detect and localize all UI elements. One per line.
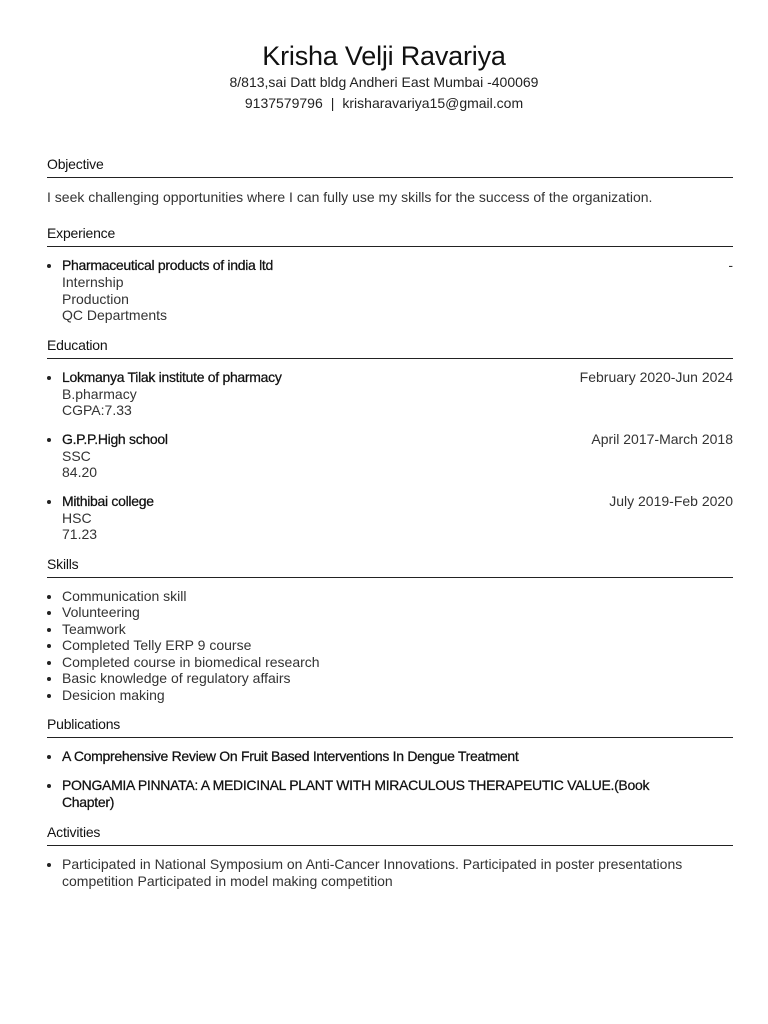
objective-text: I seek challenging opportunities where I can fully use my skills for the success of the organization. — [47, 189, 653, 205]
skill-item: Basic knowledge of regulatory affairs — [47, 670, 733, 687]
skills-list — [47, 588, 733, 704]
section-title-education: Education — [47, 336, 733, 359]
section-title-objective: Objective — [47, 155, 733, 178]
resume-body — [47, 155, 733, 901]
experience-line: QC Departments — [62, 307, 168, 323]
education-degree: SSC — [62, 447, 91, 464]
skill-item: Volunteering — [47, 604, 733, 621]
education-institution: Lokmanya Tilak institute of pharmacy — [62, 368, 282, 385]
skill-item: Completed Telly ERP 9 course — [47, 637, 733, 654]
experience-line: Production — [62, 290, 129, 307]
education-item — [47, 369, 733, 419]
publication-item — [47, 777, 733, 811]
education-degree: HSC — [62, 509, 92, 526]
education-item — [47, 431, 733, 481]
education-score: 84.20 — [62, 464, 98, 480]
experience-list — [47, 257, 733, 324]
skill-item: Desicion making — [47, 687, 733, 704]
education-score: 71.23 — [62, 526, 98, 542]
skill-item: Completed course in biomedical research — [47, 654, 733, 671]
activity-text: Participated in National Symposium on Anti-Cancer Innovations. Participated in poster presentations competition Participated in model making competition — [62, 856, 683, 889]
section-title-experience: Experience — [47, 224, 733, 247]
education-date: April 2017-March 2018 — [591, 430, 733, 447]
skill-item: Teamwork — [47, 621, 733, 638]
contact-line — [0, 93, 768, 114]
activities-list — [47, 856, 733, 889]
section-experience — [47, 224, 733, 324]
education-institution: Mithibai college — [62, 492, 154, 509]
activity-item — [47, 856, 733, 889]
education-institution: G.P.P.High school — [62, 430, 168, 447]
education-item — [47, 493, 733, 543]
education-list — [47, 369, 733, 543]
education-score: CGPA:7.33 — [62, 402, 132, 418]
skill-item: Communication skill — [47, 588, 733, 605]
education-degree: B.pharmacy — [62, 385, 137, 402]
section-title-publications: Publications — [47, 715, 733, 738]
email-address: krisharavariya15@gmail.com — [342, 95, 524, 111]
address-line: 8/813,sai Datt bldg Andheri East Mumbai -400069 — [229, 74, 539, 90]
publication-item — [47, 748, 733, 765]
experience-date: - — [728, 257, 733, 273]
section-skills — [47, 555, 733, 704]
phone-number: 9137579796 — [244, 95, 323, 111]
candidate-name: Krisha Velji Ravariya — [262, 41, 506, 71]
section-publications — [47, 715, 733, 811]
section-title-activities: Activities — [47, 823, 733, 846]
section-education — [47, 336, 733, 543]
publication-title: A Comprehensive Review On Fruit Based Interventions In Dengue Treatment — [62, 748, 519, 764]
education-date: July 2019-Feb 2020 — [609, 492, 733, 509]
section-activities — [47, 823, 733, 889]
publication-title: PONGAMIA PINNATA: A MEDICINAL PLANT WITH MIRACULOUS THERAPEUTIC VALUE.(Book Chapter) — [62, 777, 650, 810]
experience-item — [47, 257, 733, 324]
publications-list — [47, 748, 733, 811]
experience-company: Pharmaceutical products of india ltd — [62, 257, 273, 273]
education-date: February 2020-Jun 2024 — [579, 368, 733, 385]
resume-header — [0, 0, 768, 114]
section-objective — [47, 155, 733, 206]
section-title-skills: Skills — [47, 555, 733, 578]
contact-separator: | — [330, 95, 335, 111]
experience-line: Internship — [62, 274, 124, 290]
